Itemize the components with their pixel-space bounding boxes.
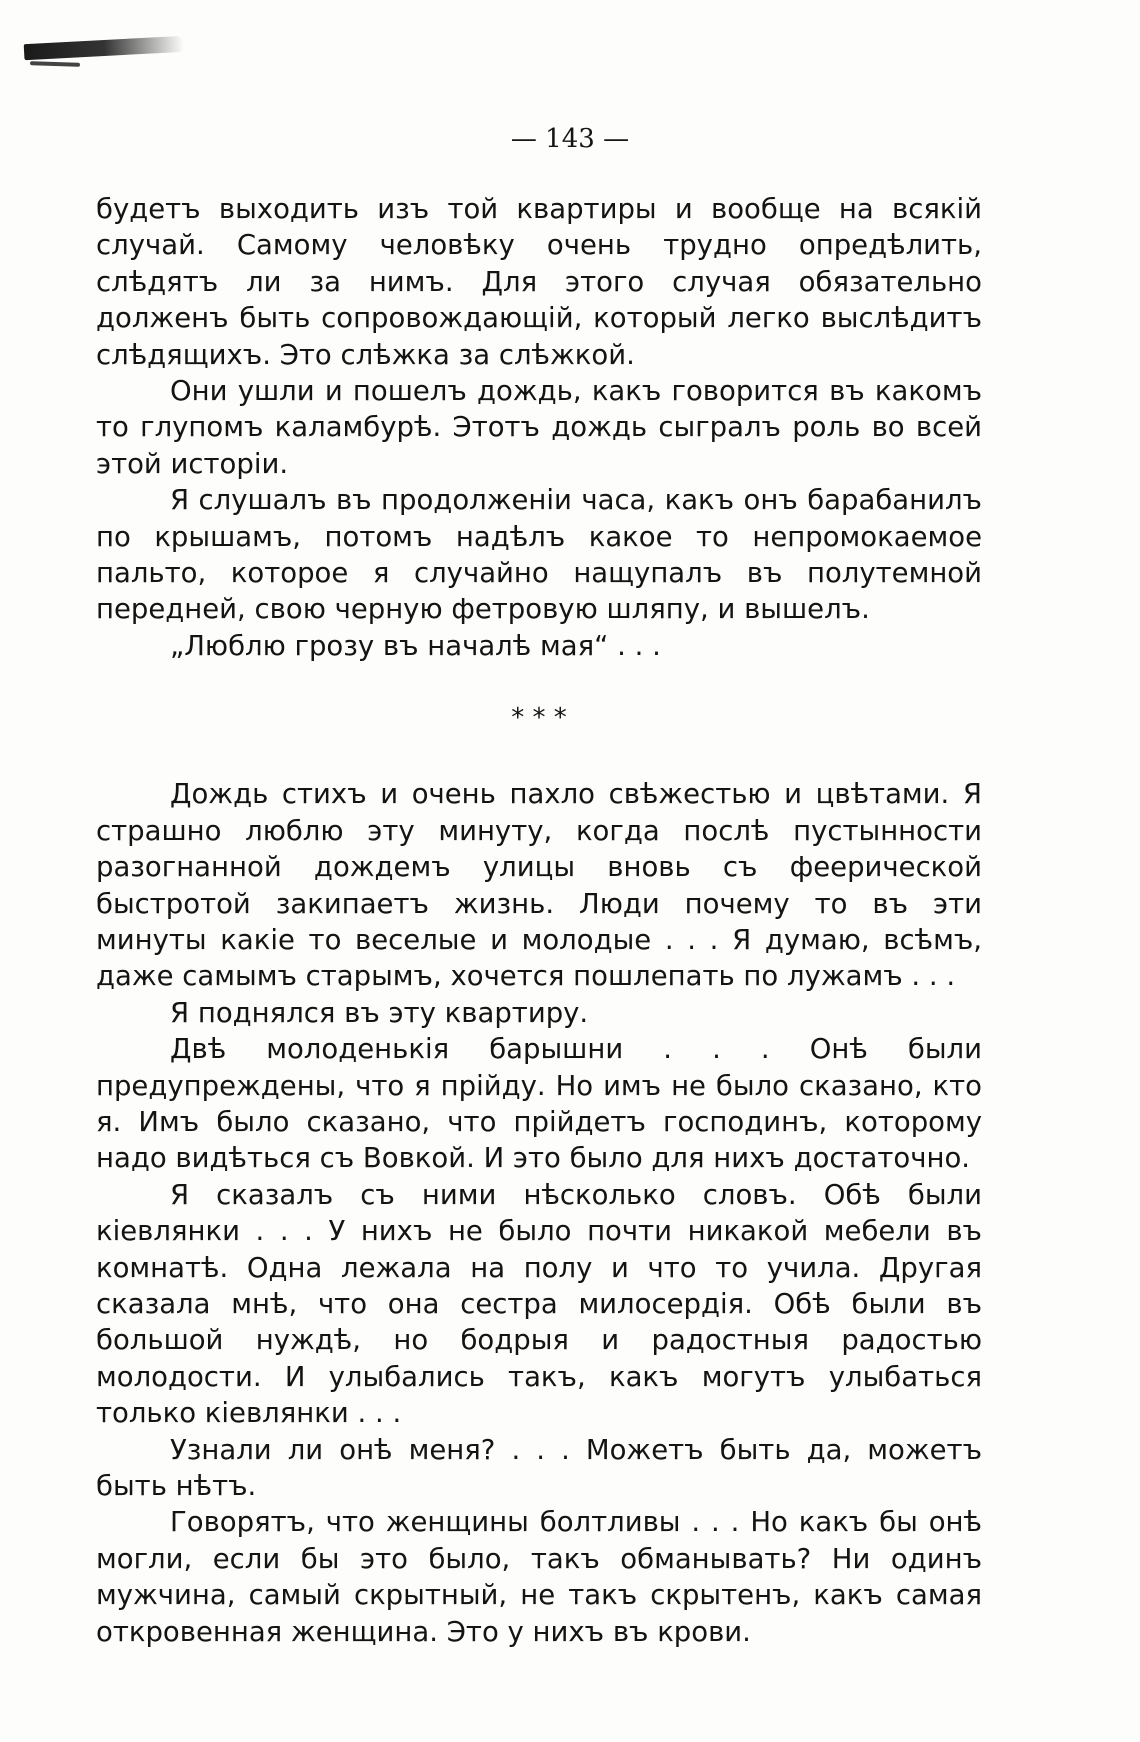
paragraph: Узнали ли онѣ меня? . . . Можетъ быть да, можетъ быть нѣтъ. [96,1433,982,1502]
paragraph: Я поднялся въ эту квартиру. [170,996,589,1029]
paragraph: Говорятъ, что женщины болтливы . . . Но какъ бы онѣ могли, если бы это было, такъ обманывать? Ни одинъ мужчина, самый скрытный, не такъ скрытенъ, какъ самая откровенная женщина. Это у нихъ въ крови. [96,1506,982,1648]
paragraph: Они ушли и пошелъ дождь, какъ говорится въ какомъ то глупомъ каламбурѣ. Этотъ дождь сыгралъ роль во всей этой исторіи. [96,375,982,480]
epigraph-quote: „Люблю грозу въ началѣ мая“ . . . [170,629,661,662]
paragraph: будетъ выходить изъ той квартиры и вообще на всякій случай. Самому человѣку очень трудно опредѣлить, слѣдятъ ли за нимъ. Для этого случая обязательно долженъ быть сопровождающій, который легко выслѣдитъ слѣдящихъ. Это слѣжка за слѣжкой. [96,193,982,371]
ink-smudge [24,36,185,60]
page-text [96,191,982,1650]
paragraph: Я сказалъ съ ними нѣсколько словъ. Обѣ были кіевлянки . . . У нихъ не было почти никакой мебели въ комнатѣ. Одна лежала на полу и что то учила. Другая сказала мнѣ, что она сестра милосердія. Обѣ были въ большой нуждѣ, но бодрыя и радостныя радостью молодости. И улыбались такъ, какъ могутъ улыбаться только кіевлянки . . . [96,1178,982,1430]
ink-smudge-small [30,61,80,67]
paragraph: Дождь стихъ и очень пахло свѣжестью и цвѣтами. Я страшно люблю эту минуту, когда послѣ пустынности разогнанной дождемъ улицы вновь съ феерической быстротой закипаетъ жизнь. Люди почему то въ эти минуты какіе то веселые и молодые . . . Я думаю, всѣмъ, даже самымъ старымъ, хочется пошлепать по лужамъ . . . [96,778,982,993]
section-break-asterisks: * * * [511,703,567,734]
paragraph: Я слушалъ въ продолженіи часа, какъ онъ барабанилъ по крышамъ, потомъ надѣлъ какое то непромокаемое пальто, которое я случайно нащупалъ въ полутемной передней, свою черную фетровую шляпу, и вышелъ. [96,484,982,626]
paragraph: Двѣ молоденькія барышни . . . Онѣ были предупреждены, что я прійду. Но имъ не было сказано, кто я. Имъ было сказано, что прійдетъ господинъ, которому надо видѣться съ Вовкой. И это было для нихъ достаточно. [96,1033,982,1175]
section-break [96,664,982,776]
page-number: — 143 — [510,124,630,154]
